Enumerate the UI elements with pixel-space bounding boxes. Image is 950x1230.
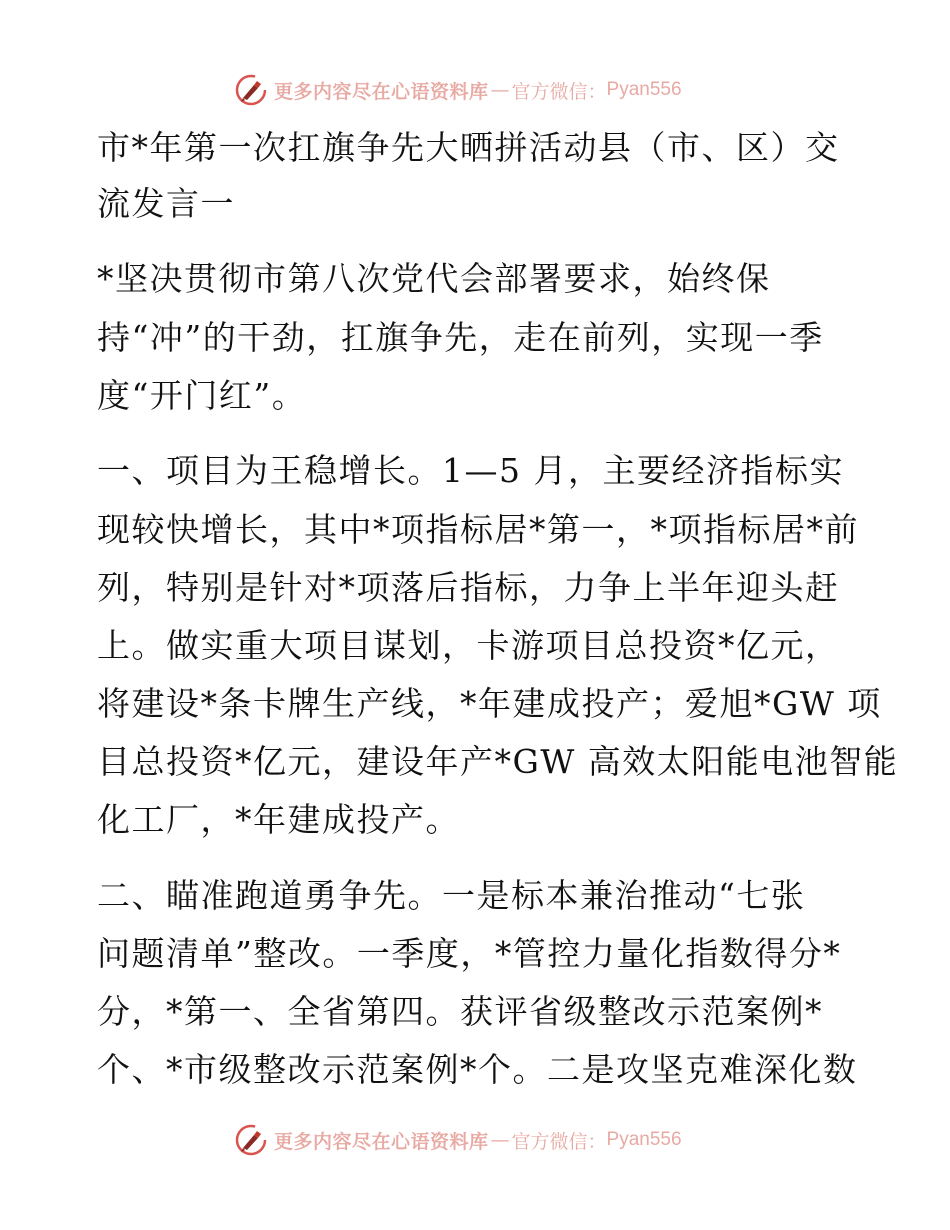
section1-line: 一、项目为王稳增长。1—5 月，主要经济指标实 <box>97 451 844 490</box>
section2-line: 二、瞄准跑道勇争先。一是标本兼治推动“七张 <box>97 876 806 915</box>
watermark-wechat-id: Pyan556 <box>606 79 682 100</box>
footer-watermark <box>234 1120 682 1160</box>
section1-line: 现较快增长，其中*项指标居*第一，*项指标居*前 <box>97 510 859 549</box>
section1-line: 将建设*条卡牌生产线，*年建成投产；爱旭*GW 项 <box>97 684 882 723</box>
section2-line: 问题清单”整改。一季度，*管控力量化指数得分* <box>97 934 842 973</box>
section2-line: 分，*第一、全省第四。获评省级整改示范案例* <box>97 992 823 1031</box>
section2-line: 个、*市级整改示范案例*个。二是攻坚克难深化数 <box>97 1050 858 1089</box>
section1-line: 列，特别是针对*项落后指标，力争上半年迎头赶 <box>97 568 840 607</box>
section1-line: 目总投资*亿元，建设年产*GW 高效太阳能电池智能 <box>97 742 899 781</box>
header-watermark <box>234 70 682 110</box>
watermark-wechat-label: 官方微信： <box>511 80 607 103</box>
section1-line: 化工厂，*年建成投产。 <box>97 800 460 839</box>
intro-line: 度“开门红”。 <box>97 376 307 415</box>
title-line: 市*年第一次扛旗争先大晒拼活动县（市、区）交 <box>97 128 840 167</box>
watermark-wechat-label: 官方微信： <box>511 1130 607 1153</box>
intro-line: 持“冲”的干劲，扛旗争先，走在前列，实现一季 <box>97 318 824 357</box>
title-line: 流发言一 <box>97 184 235 223</box>
section1-line: 上。做实重大项目谋划，卡游项目总投资*亿元， <box>97 626 840 665</box>
intro-line: *坚决贯彻市第八次党代会部署要求，始终保 <box>97 259 771 298</box>
watermark-brand: 更多内容尽在心语资料库 <box>274 1130 489 1153</box>
watermark-brand: 更多内容尽在心语资料库 <box>274 80 489 103</box>
pen-logo-icon <box>234 73 268 107</box>
watermark-separator: — <box>490 79 510 101</box>
watermark-separator: — <box>490 1129 510 1151</box>
pen-logo-icon <box>234 1123 268 1157</box>
watermark-wechat-id: Pyan556 <box>606 1129 682 1150</box>
